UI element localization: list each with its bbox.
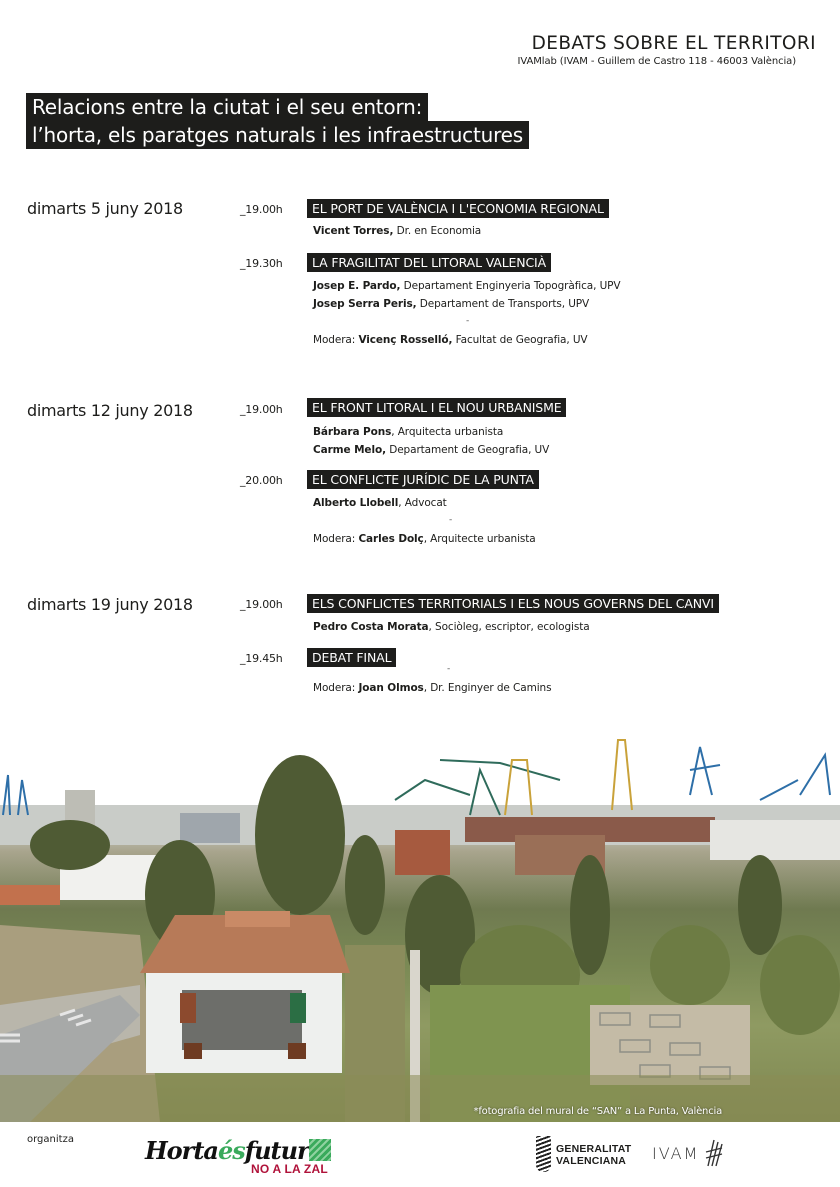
moderator-line bbox=[313, 533, 536, 545]
organizer-label: organitza bbox=[27, 1134, 74, 1145]
speaker-affiliation: , Advocat bbox=[398, 497, 447, 509]
photo-caption: *fotografia del mural de “SAN” a La Punta, València bbox=[473, 1106, 722, 1117]
moderator-prefix: Modera: bbox=[313, 334, 359, 346]
ivam-wordmark: IVAM bbox=[652, 1144, 700, 1163]
horta-es-futur-logo bbox=[145, 1136, 335, 1180]
ivam-logo bbox=[652, 1144, 699, 1164]
session-time: _19.00h bbox=[240, 403, 283, 416]
aerial-photo-la-punta-port bbox=[0, 735, 840, 1122]
day-date: dimarts 5 juny 2018 bbox=[27, 199, 183, 218]
speaker-affiliation: Departament Enginyeria Topogràfica, UPV bbox=[400, 280, 621, 292]
speaker-affiliation: Departament de Transports, UPV bbox=[416, 298, 590, 310]
main-title-line-2: l’horta, els paratges naturals i les infraestructures bbox=[26, 121, 529, 149]
moderator-affiliation: , Arquitecte urbanista bbox=[423, 533, 536, 545]
speaker-affiliation: , Arquitecta urbanista bbox=[391, 426, 504, 438]
coat-of-arms-icon bbox=[536, 1136, 551, 1172]
speaker-line bbox=[313, 298, 589, 310]
session-time: _19.00h bbox=[240, 598, 283, 611]
day-date: dimarts 12 juny 2018 bbox=[27, 401, 193, 420]
venue-address: IVAMlab (IVAM - Guillem de Castro 118 - 46003 València) bbox=[517, 56, 796, 67]
session-time: _19.00h bbox=[240, 203, 283, 216]
speaker-line bbox=[313, 621, 590, 633]
generalitat-wordmark bbox=[556, 1143, 631, 1167]
session-title: EL CONFLICTE JURÍDIC DE LA PUNTA bbox=[307, 470, 539, 489]
moderator-name: Carles Dolç bbox=[358, 533, 424, 545]
main-title-line-1: Relacions entre la ciutat i el seu entorn: bbox=[26, 93, 428, 121]
speaker-name: Alberto Llobell bbox=[313, 497, 399, 509]
speaker-name: Pedro Costa Morata bbox=[313, 621, 429, 633]
session-time: _20.00h bbox=[240, 474, 283, 487]
futur-word: futur bbox=[244, 1136, 309, 1165]
moderator-prefix: Modera: bbox=[313, 533, 359, 545]
field-stripes-icon bbox=[309, 1139, 331, 1161]
gv-line-2: VALENCIANA bbox=[556, 1155, 627, 1167]
moderator-line bbox=[313, 334, 588, 346]
separator-dash: - bbox=[447, 664, 451, 674]
speaker-name: Carme Melo, bbox=[313, 444, 386, 456]
day-date: dimarts 19 juny 2018 bbox=[27, 595, 193, 614]
horta-logo-tagline: NO A LA ZAL bbox=[251, 1162, 328, 1176]
moderator-name: Vicenç Rosselló, bbox=[358, 334, 453, 346]
horta-word: Horta bbox=[145, 1136, 218, 1165]
gv-line-1: GENERALITAT bbox=[556, 1143, 632, 1155]
speaker-line bbox=[313, 444, 549, 456]
session-time: _19.45h bbox=[240, 652, 283, 665]
session-title: ELS CONFLICTES TERRITORIALS I ELS NOUS GOVERNS DEL CANVI bbox=[307, 594, 719, 613]
speaker-line bbox=[313, 225, 481, 237]
ivam-hatch-mark-icon bbox=[704, 1138, 724, 1168]
speaker-name: Bárbara Pons bbox=[313, 426, 392, 438]
speaker-line bbox=[313, 280, 621, 292]
moderator-prefix: Modera: bbox=[313, 682, 359, 694]
series-title: DEBATS SOBRE EL TERRITORI bbox=[531, 33, 816, 54]
session-title: EL FRONT LITORAL I EL NOU URBANISME bbox=[307, 398, 566, 417]
speaker-name: Vicent Torres, bbox=[313, 225, 394, 237]
separator-dash: - bbox=[466, 316, 470, 326]
speaker-affiliation: , Sociòleg, escriptor, ecologista bbox=[428, 621, 590, 633]
speaker-affiliation: Dr. en Economia bbox=[393, 225, 482, 237]
generalitat-valenciana-logo bbox=[536, 1136, 636, 1176]
session-title: LA FRAGILITAT DEL LITORAL VALENCIÀ bbox=[307, 253, 551, 272]
moderator-affiliation: Facultat de Geografia, UV bbox=[452, 334, 588, 346]
speaker-line bbox=[313, 426, 503, 438]
moderator-line bbox=[313, 682, 551, 694]
moderator-name: Joan Olmos bbox=[358, 682, 424, 694]
speaker-line bbox=[313, 497, 447, 509]
speaker-name: Josep E. Pardo, bbox=[313, 280, 401, 292]
session-time: _19.30h bbox=[240, 257, 283, 270]
separator-dash: - bbox=[449, 515, 453, 525]
speaker-affiliation: Departament de Geografia, UV bbox=[385, 444, 550, 456]
horta-logo-wordmark bbox=[145, 1136, 309, 1165]
session-title: EL PORT DE VALÈNCIA I L'ECONOMIA REGIONAL bbox=[307, 199, 609, 218]
main-title bbox=[26, 93, 529, 149]
moderator-affiliation: , Dr. Enginyer de Camins bbox=[423, 682, 552, 694]
session-title: DEBAT FINAL bbox=[307, 648, 396, 667]
speaker-name: Josep Serra Peris, bbox=[313, 298, 417, 310]
es-word: és bbox=[217, 1136, 245, 1165]
